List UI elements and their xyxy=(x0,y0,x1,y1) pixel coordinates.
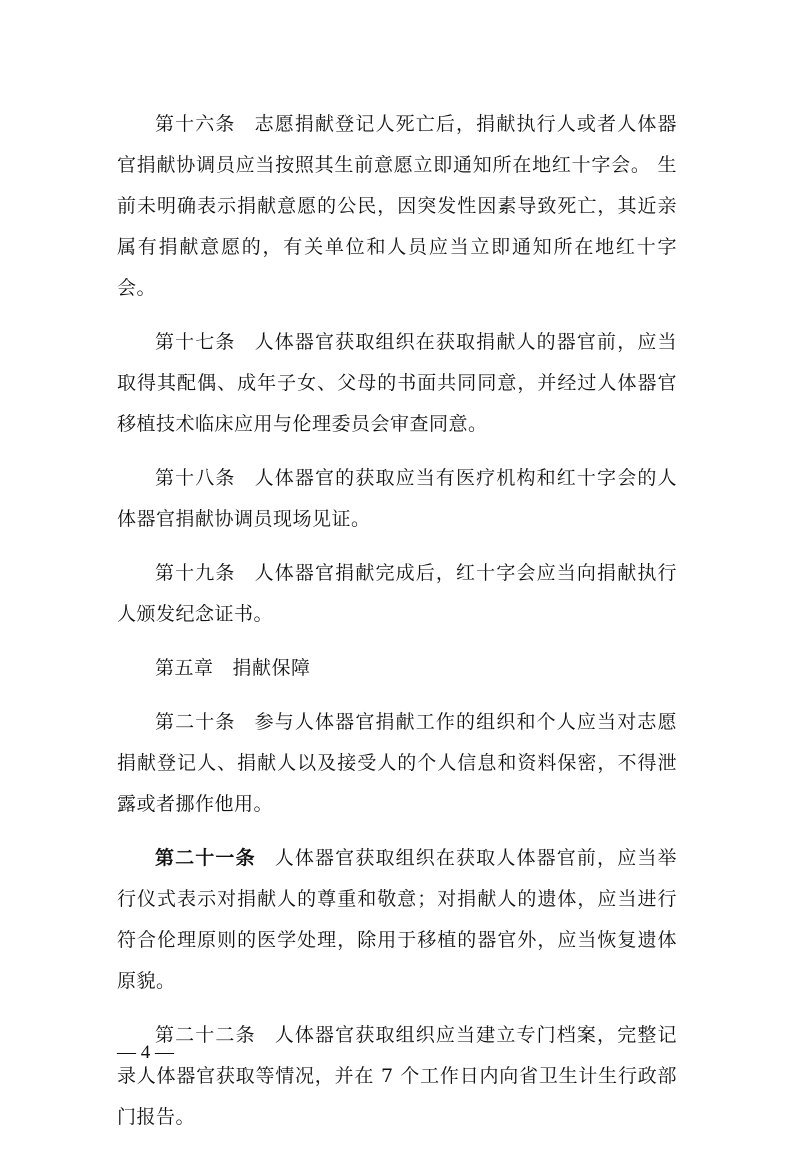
article-label: 第十六条 xyxy=(155,113,236,135)
article-label: 第十八条 xyxy=(155,467,236,489)
article-text: 人体器官获取组织在获取捐献人的器官前，应当取得其配偶、成年子女、父母的书面共同同意，并经过人体器官移植技术临床应用与伦理委员会审查同意。 xyxy=(117,331,677,435)
article-20 xyxy=(117,702,677,825)
chapter-heading xyxy=(117,648,677,689)
article-text: 人体器官获取组织应当建立专门档案，完整记录人体器官获取等情况，并在 7 个工作日内向省卫生计生行政部门报告。 xyxy=(117,1024,677,1128)
article-17 xyxy=(117,322,677,445)
article-18 xyxy=(117,458,677,540)
article-label: 第二十条 xyxy=(155,711,236,733)
page-number: — 4 — xyxy=(117,1042,174,1063)
article-16 xyxy=(117,104,677,309)
article-19 xyxy=(117,553,677,635)
article-label: 第二十一条 xyxy=(155,847,256,869)
document-body xyxy=(117,104,677,1151)
article-text: 人体器官捐献完成后，红十字会应当向捐献执行人颁发纪念证书。 xyxy=(117,562,677,625)
article-text: 志愿捐献登记人死亡后，捐献执行人或者人体器官捐献协调员应当按照其生前意愿立即通知所在地红十字会。 生前未明确表示捐献意愿的公民，因突发性因素导致死亡，其近亲属有捐献意愿的，有关单位和人员应当立即通知所在地红十字会。 xyxy=(117,113,677,299)
article-label: 第十七条 xyxy=(155,331,236,353)
article-text: 参与人体器官捐献工作的组织和个人应当对志愿捐献登记人、捐献人以及接受人的个人信息和资料保密，不得泄露或者挪作他用。 xyxy=(117,711,677,815)
chapter-title: 捐献保障 xyxy=(232,657,311,679)
article-label: 第十九条 xyxy=(155,562,236,584)
article-22 xyxy=(117,1015,677,1138)
article-label: 第二十二条 xyxy=(155,1024,256,1046)
article-21 xyxy=(117,838,677,1002)
article-text: 人体器官获取组织在获取人体器官前，应当举行仪式表示对捐献人的尊重和敬意；对捐献人的遗体，应当进行符合伦理原则的医学处理，除用于移植的器官外，应当恢复遗体原貌。 xyxy=(117,847,677,992)
article-text: 人体器官的获取应当有医疗机构和红十字会的人体器官捐献协调员现场见证。 xyxy=(117,467,677,530)
chapter-number: 第五章 xyxy=(155,657,214,679)
